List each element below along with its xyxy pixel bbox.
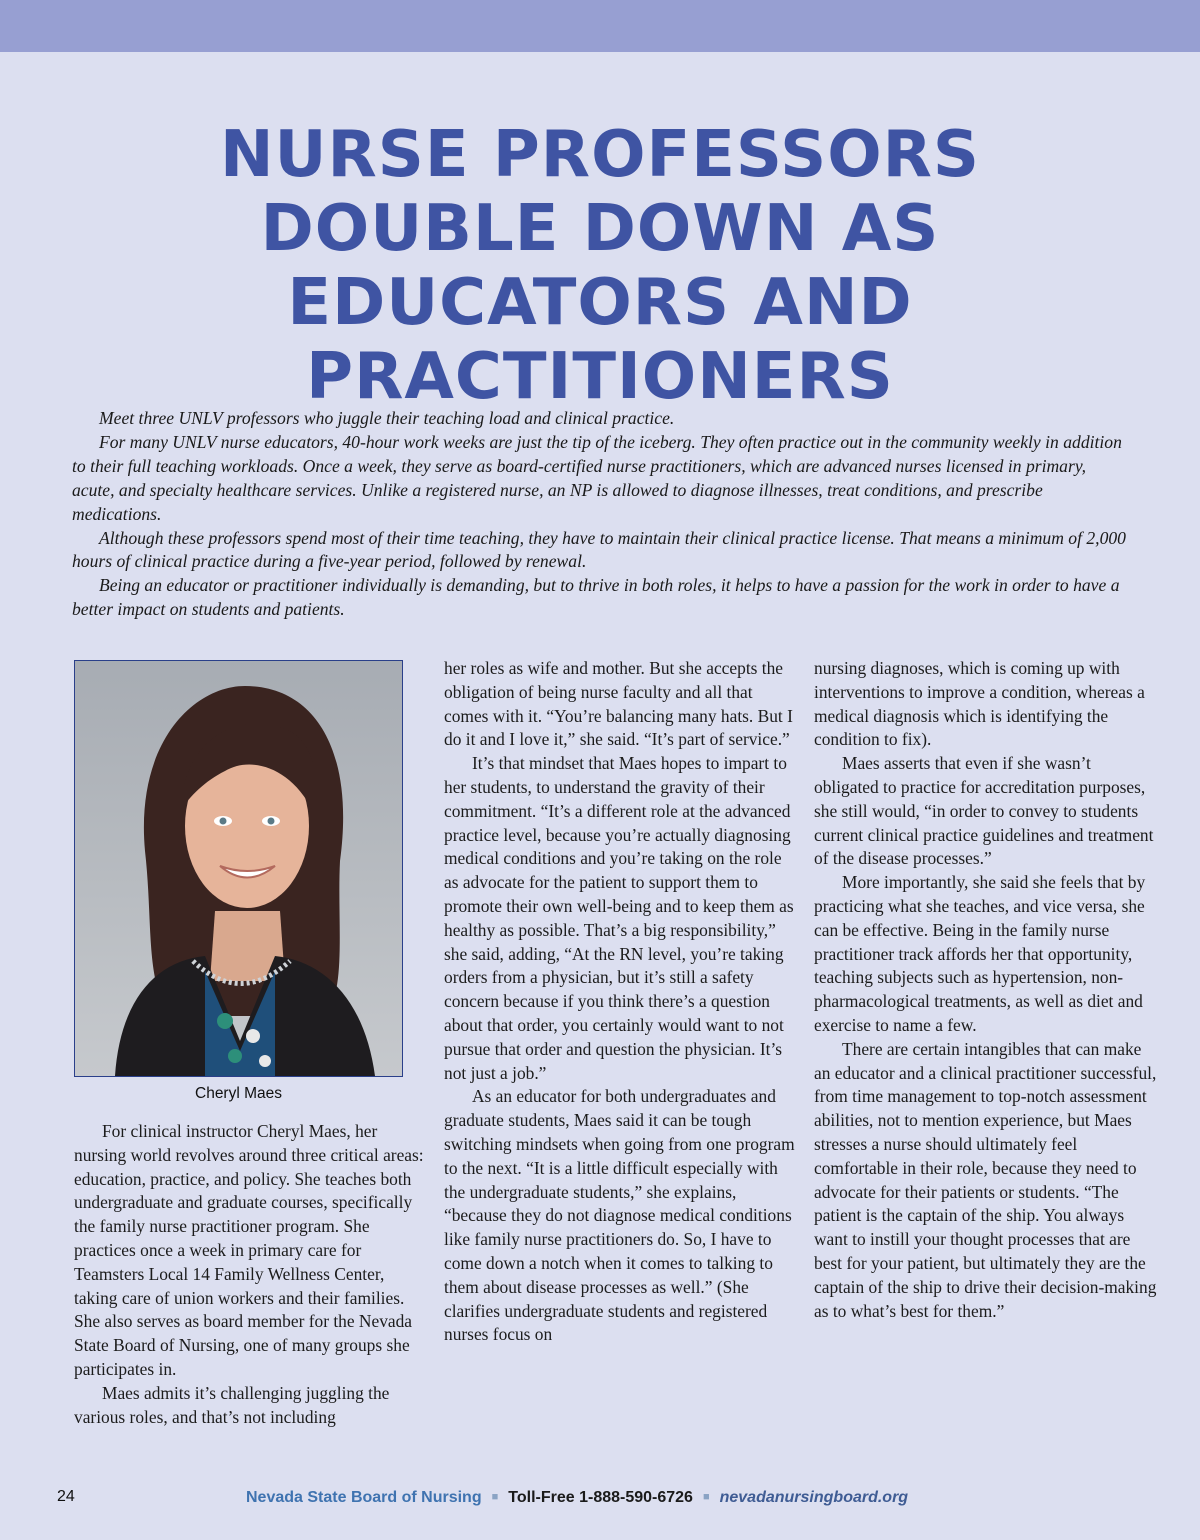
portrait-photo <box>74 660 403 1077</box>
footer-phone: Toll-Free 1-888-590-6726 <box>508 1489 693 1506</box>
body-paragraph: nursing diagnoses, which is coming up with interventions to improve a condition, whereas a medical diagnosis which is identifying the condition to fix). <box>814 658 1145 750</box>
body-paragraph: For clinical instructor Cheryl Maes, her nursing world revolves around three critical areas: education, practice, and policy. She teaches both undergraduate and graduate courses, specifically the family nurse practitioner program. She practices once a week in primary care for Teamsters Local 14 Family Wellness Center, taking care of union workers and their families. She also serves as board member for the Nevada State Board of Nursing, one of many groups she participates in. <box>74 1121 424 1379</box>
body-paragraph: There are certain intangibles that can make an educator and a clinical practitioner successful, from time management to top-notch assessment abilities, not to mention experience, but Maes stresses a nurse should ultimately feel comfortable in their role, because they need to advocate for their patients or students. “The patient is the captain of the ship. You always want to instill your thought processes that are best for your patient, but ultimately they are the captain of the ship to drive their decision-making as to what’s best for them.” <box>814 1038 1157 1321</box>
body-paragraph: More importantly, she said she feels that by practicing what she teaches, and vice versa, she can be effective. Being in the family nurse practitioner track affords her that opportunity, teaching subjects such as hypertension, non-pharmacological treatments, as well as diet and exercise to name a few. <box>814 872 1146 1035</box>
body-paragraph: Maes asserts that even if she wasn’t obligated to practice for accreditation purposes, she still would, “in order to convey to students current clinical practice guidelines and treatment of the disease processes.” <box>814 753 1154 869</box>
article-column-1 <box>74 1120 424 1429</box>
page-footer <box>246 1489 908 1507</box>
intro-paragraph: Although these professors spend most of their time teaching, they have to maintain their clinical practice license. That means a minimum of 2,000 hours of clinical practice during a five-year period, followed by renewal. <box>72 527 1126 572</box>
body-paragraph: It’s that mindset that Maes hopes to impart to her students, to understand the gravity of their commitment. “It’s a different role at the advanced practice level, because you’re actually diagnosing medical conditions and you’re taking on the role as advocate for the patient to support them to promote their own well-being and to keep them as healthy as possible. That’s a big responsibility,” she said, adding, “At the RN level, you’re taking orders from a physician, but it’s still a safety concern because if you think there’s a question about that order, you certainly would want to not pursue that order and question the physician. It’s not just a job.” <box>444 753 794 1083</box>
body-paragraph: Maes admits it’s challenging juggling the various roles, and that’s not including <box>74 1382 390 1427</box>
article-column-3 <box>814 657 1159 1323</box>
article-column-2 <box>444 657 796 1347</box>
article-intro <box>72 407 1132 622</box>
portrait-illustration <box>75 661 402 1076</box>
top-color-band <box>0 0 1200 52</box>
article-title <box>60 118 1140 414</box>
title-line: NURSE PROFESSORS <box>219 118 981 192</box>
footer-org-name: Nevada State Board of Nursing <box>246 1489 482 1506</box>
body-paragraph: her roles as wife and mother. But she accepts the obligation of being nurse faculty and all that comes with it. “You’re balancing many hats. But I do it and I love it,” she said. “It’s part of service.” <box>444 658 793 750</box>
title-line: DOUBLE DOWN AS <box>260 192 940 266</box>
title-line: PRACTITIONERS <box>306 340 894 414</box>
photo-caption: Cheryl Maes <box>195 1085 282 1102</box>
intro-paragraph: For many UNLV nurse educators, 40-hour work weeks are just the tip of the iceberg. They often practice out in the community weekly in addition to their full teaching workloads. Once a week, they serve as board-certified nurse practitioners, which are advanced nurses licensed in primary, acute, and specialty healthcare services. Unlike a registered nurse, an NP is allowed to diagnose illnesses, treat conditions, and prescribe medications. <box>72 431 1122 524</box>
title-line: EDUCATORS AND <box>287 266 913 340</box>
footer-website-link[interactable]: nevadanursingboard.org <box>719 1489 909 1506</box>
intro-paragraph: Meet three UNLV professors who juggle their teaching load and clinical practice. <box>99 408 675 428</box>
intro-paragraph: Being an educator or practitioner individually is demanding, but to thrive in both roles, it helps to have a passion for the work in order to have a better impact on students and patients. <box>72 575 1120 620</box>
footer-separator-icon: ■ <box>491 1491 499 1503</box>
body-paragraph: As an educator for both undergraduates and graduate students, Maes said it can be tough switching mindsets when going from one program to the next. “It is a little difficult especially with the undergraduate students,” she explains, “because they do not diagnose medical conditions like family nurse practitioners do. So, I have to come down a notch when it comes to talking to them about disease processes as well.” (She clarifies undergraduate students and registered nurses focus on <box>444 1086 795 1345</box>
footer-separator-icon: ■ <box>702 1491 710 1503</box>
page-number: 24 <box>57 1488 75 1505</box>
